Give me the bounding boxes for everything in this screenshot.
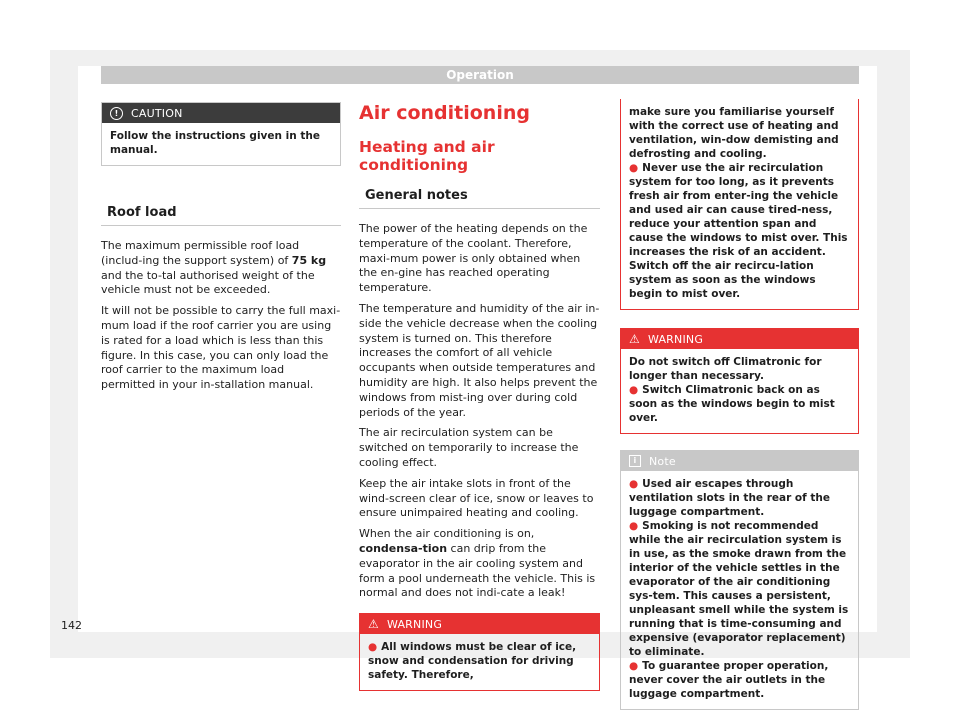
list-item xyxy=(368,640,591,682)
warning-box-1-continued xyxy=(620,99,859,310)
note-body xyxy=(621,471,858,709)
bullet-icon: ● xyxy=(629,520,639,532)
condensation-text-end: can drip from the evaporator in the air cooling system and form a pool underneath the vehicle. This is normal and does not indi-cate a leak! xyxy=(359,541,596,600)
roof-load-p1-text-end: and the to-tal authorised weight of the vehicle must not be exceeded. xyxy=(101,268,315,297)
warning-header-2 xyxy=(621,329,858,349)
running-header: Operation xyxy=(101,66,859,84)
caution-text: Follow the instructions given in the manual. xyxy=(110,130,320,156)
warning-continued-body xyxy=(621,99,858,309)
caution-icon: ! xyxy=(110,107,123,120)
general-notes-paragraph-4: Keep the air intake slots in front of the wind-screen clear of ice, snow or leaves to ensure unimpaired heating and cooling. xyxy=(359,476,594,520)
warning-triangle-icon: ⚠ xyxy=(629,332,640,346)
warning-body-1 xyxy=(360,634,599,690)
note-item-3: To guarantee proper operation, never cover the air outlets in the luggage compartment. xyxy=(629,660,829,700)
roof-load-p1-text: The maximum permissible roof load (includ-ing the support system) of xyxy=(101,239,300,267)
roof-load-paragraph-1 xyxy=(101,239,341,298)
note-box xyxy=(620,450,859,710)
note-item-1: Used air escapes through ventilation slots in the rear of the luggage compartment. xyxy=(629,478,830,518)
warning-2-item-1: Switch Climatronic back on as soon as the windows begin to mist over. xyxy=(629,384,835,424)
section-title-roof-load: Roof load xyxy=(101,205,341,226)
general-notes-paragraph-1: The power of the heating depends on the temperature of the coolant. Therefore, maxi-mum power is only obtained when the en-gine has reached operating temperature. xyxy=(359,222,588,295)
section-title-general-notes: General notes xyxy=(359,188,600,209)
warning-box-2 xyxy=(620,328,859,434)
bullet-icon: ● xyxy=(629,478,639,490)
roof-load-paragraph-2: It will not be possible to carry the full maxi-mum load if the roof carrier you are using is rated for a load which is less than this figure. In this case, you can only load the roof carrier to the maximum load permitted in your in-stallation manual. xyxy=(101,304,341,392)
warning-2-text: Do not switch off Climatronic for longer than necessary. xyxy=(629,356,822,382)
warning-body-2 xyxy=(621,349,858,433)
info-icon: i xyxy=(629,455,641,467)
condensation-text-start: When the air conditioning is on, xyxy=(359,527,535,541)
warning-header-1 xyxy=(360,614,599,634)
general-notes-paragraph-5 xyxy=(359,527,600,601)
note-title: Note xyxy=(649,454,676,468)
condensation-term: condensa-tion xyxy=(359,541,448,555)
warning-1-item-2: Never use the air recirculation system for too long, as it prevents fresh air from enter-ing the vehicle and used air can cause tired-ness, reduce your attention span and cause the windows to mist over. This increases the risk of an accident. Switch off the air recircu-lation system as soon as the windows begin to mist over. xyxy=(629,162,848,300)
warning-continued-text: make sure you familiarise yourself with the correct use of heating and ventilation, win-dow demisting and defrosting and cooling. xyxy=(629,106,839,160)
bullet-icon: ● xyxy=(629,162,639,174)
list-item xyxy=(629,161,850,301)
note-header xyxy=(621,451,858,471)
list-item xyxy=(629,659,850,701)
column-right xyxy=(620,99,859,710)
list-item xyxy=(629,477,850,519)
list-item xyxy=(629,519,850,659)
bullet-icon: ● xyxy=(629,384,639,396)
caution-box xyxy=(101,102,341,166)
roof-load-value: 75 kg xyxy=(291,253,327,267)
column-middle xyxy=(359,102,600,691)
warning-triangle-icon: ⚠ xyxy=(368,617,379,632)
page-number: 142 xyxy=(61,619,82,632)
bullet-icon: ● xyxy=(368,641,378,654)
column-left xyxy=(101,102,341,399)
warning-title-2: WARNING xyxy=(647,332,704,346)
bullet-icon: ● xyxy=(629,660,639,672)
warning-box-1 xyxy=(359,613,600,691)
warning-1-item-1: All windows must be clear of ice, snow and condensation for driving safety. Therefore, xyxy=(368,641,577,682)
chapter-title: Air conditioning xyxy=(359,102,530,124)
subchapter-title: Heating and air conditioning xyxy=(359,138,495,174)
list-item xyxy=(629,383,850,425)
caution-title: CAUTION xyxy=(131,106,183,120)
warning-title-1: WARNING xyxy=(386,617,443,631)
general-notes-paragraph-2: The temperature and humidity of the air in-side the vehicle decrease when the cooling system is turned on. This therefore increases the comfort of all vehicle occupants when outside temperatures and humidity are high. It also helps prevent the windows from mist-ing over during cold periods of the year. xyxy=(359,301,600,419)
note-item-2: Smoking is not recommended while the air recirculation system is in use, as the smoke drawn from the interior of the vehicle settles in the evaporator of the air conditioning sys-tem. This causes a persistent, unpleasant smell while the system is running that is time-consuming and expensive (evaporator replacement) to eliminate. xyxy=(629,520,849,658)
caution-header xyxy=(102,103,340,123)
general-notes-paragraph-3: The air recirculation system can be switched on temporarily to increase the cooling effect. xyxy=(359,426,579,469)
